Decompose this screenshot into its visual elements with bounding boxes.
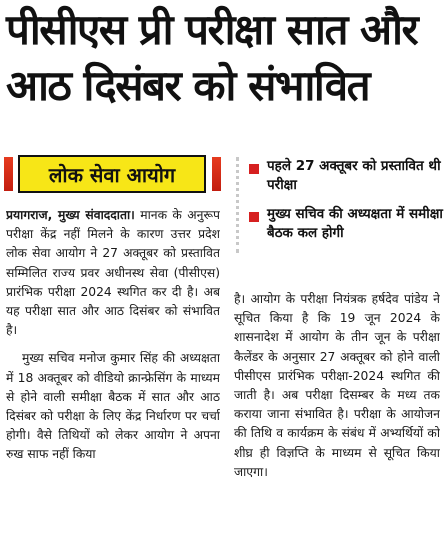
article-column-left bbox=[6, 206, 220, 538]
brand-label: लोक सेवा आयोग bbox=[18, 155, 206, 193]
highlight-text: पहले 27 अक्तूबर को प्रस्तावित थी परीक्षा bbox=[267, 158, 441, 193]
highlights-box bbox=[236, 157, 445, 253]
paragraph-text: मानक के अनुरूप परीक्षा केंद्र नहीं मिलने के कारण उत्तर प्रदेश लोक सेवा आयोग ने 27 अक्तूबर को प्रस्तावित सम्मिलित राज्य प्रवर अधीनस्थ सेवा (पीसीएस) प्रारंभिक परीक्षा 2024 स्थगित कर दी है। अब यह परीक्षा सात और आठ दिसंबर को संभावित है। bbox=[6, 208, 220, 338]
highlight-text: मुख्य सचिव की अध्यक्षता में समीक्षा बैठक कल होगी bbox=[267, 206, 443, 241]
highlight-item bbox=[247, 157, 445, 195]
square-bullet-icon bbox=[249, 212, 259, 222]
highlight-item bbox=[247, 205, 445, 243]
headline-line-2: आठ दिसंबर को संभावित bbox=[6, 61, 370, 110]
section-brand bbox=[4, 155, 222, 195]
brand-bar-right bbox=[212, 157, 221, 191]
article-paragraph bbox=[6, 206, 220, 340]
article-paragraph: मुख्य सचिव मनोज कुमार सिंह की अध्यक्षता में 18 अक्तूबर को वीडियो क्रान्फ्रेसिंग के माध्यम से होने वाली समीक्षा बैठक में सात और आठ दिसंबर को परीक्षा के लिए केंद्र निर्धारण पर चर्चा होगी। वैसे तिथियों को लेकर आयोग ने अपना रुख साफ नहीं किया bbox=[6, 351, 220, 462]
headline-line-1: पीसीएस प्री परीक्षा सात और bbox=[6, 5, 418, 54]
article-paragraph: है। आयोग के परीक्षा नियंत्रक हर्षदेव पांडेय ने सूचित किया है कि 19 जून 2024 के शासनादेश में आयोग के तीन जून के परीक्षा कैलेंडर के अनुसार 27 अक्तूबर को होने वाली पीसीएस प्रारंभिक परीक्षा-2024 स्थगित की जाती है। अब परीक्षा दिसम्बर के मध्य तक कराया जाना संभावित है। परीक्षा के आयोजन की तिथि व कार्यक्रम के संबंध में अभ्यर्थियों को शीघ्र ही विज्ञप्ति के माध्यम से सूचित किया जाएगा। bbox=[234, 292, 440, 479]
square-bullet-icon bbox=[249, 164, 259, 174]
headline bbox=[6, 2, 442, 114]
article-column-right bbox=[234, 290, 440, 540]
dateline: प्रयागराज, मुख्य संवाददाता। bbox=[6, 208, 135, 222]
brand-bar-left bbox=[4, 157, 13, 191]
